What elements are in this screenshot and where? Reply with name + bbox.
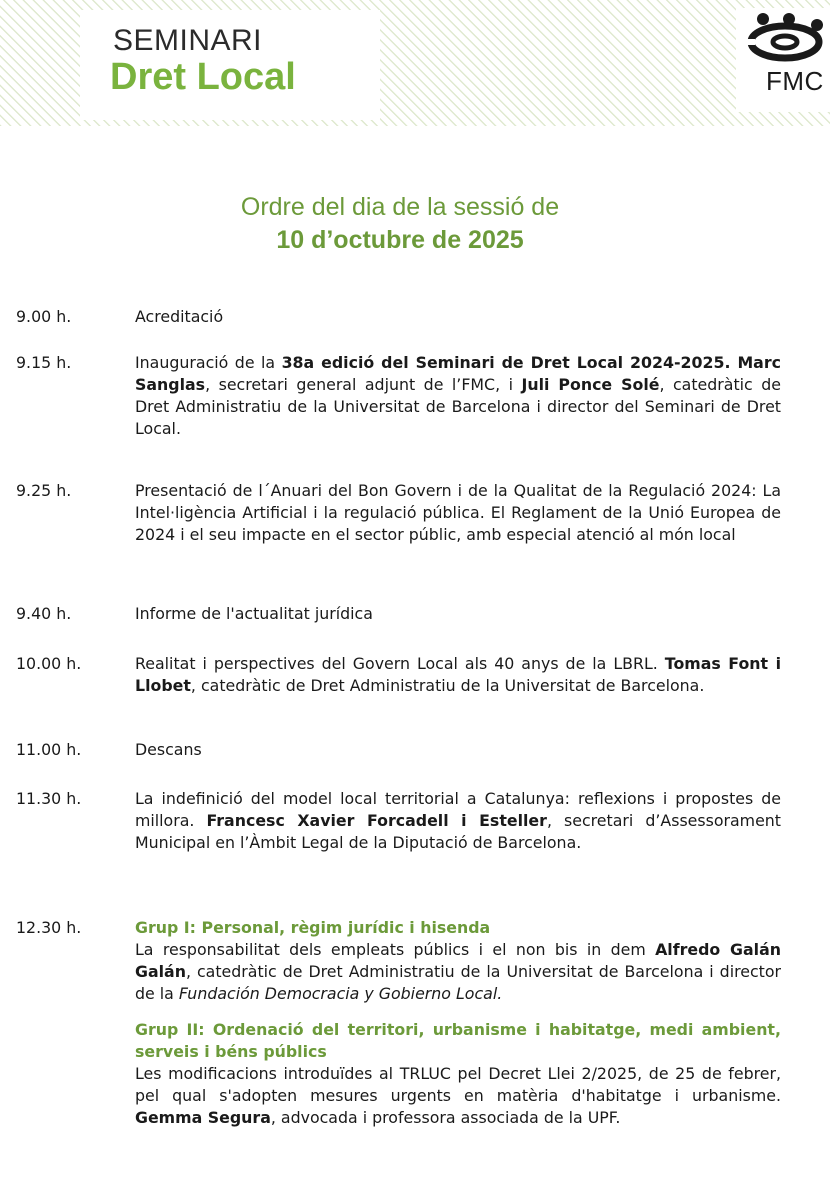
institution-name: Fundación Democracia y Gobierno Local. — [178, 984, 503, 1003]
agenda-description — [135, 653, 781, 697]
agenda-text: Les modificacions introduïdes al TRLUC pel Decret Llei 2/2025, de 25 de febrer, pel qual s'adopten mesures urgents en matèria d'habitatge i urbanisme. — [135, 1064, 781, 1105]
agenda-text: , advocada i professora associada de la UPF. — [270, 1108, 621, 1127]
agenda-text: Descans — [135, 740, 202, 759]
fmc-logo-text: FMC — [766, 66, 824, 96]
agenda-text: , catedràtic de Dret Administratiu de la Universitat de Barcelona i director del Seminari de Dret Local. — [135, 375, 781, 438]
agenda-text: , secretari general adjunt de l’FMC, i — [205, 375, 522, 394]
agenda-text: , catedràtic de Dret Administratiu de la Universitat de Barcelona i director de la — [135, 962, 781, 1003]
page-title-line1: Ordre del dia de la sessió de — [240, 193, 560, 221]
agenda-description — [135, 480, 781, 546]
agenda-time: 9.25 h. — [16, 481, 72, 500]
agenda-time: 10.00 h. — [16, 654, 82, 673]
agenda-text: Informe de l'actualitat jurídica — [135, 604, 373, 623]
agenda-description — [135, 306, 781, 328]
speaker-name: Francesc Xavier Forcadell i Esteller — [206, 811, 547, 830]
agenda-description — [135, 739, 781, 761]
page-title-date: 10 d’octubre de 2025 — [276, 226, 524, 254]
agenda-text: Inauguració de la — [135, 353, 282, 372]
group-title: Grup I: Personal, règim jurídic i hisenda — [135, 918, 491, 937]
agenda-description — [135, 352, 781, 440]
speaker-name: Juli Ponce Solé — [521, 375, 660, 394]
agenda-time: 9.15 h. — [16, 353, 72, 372]
speaker-name: Gemma Segura — [135, 1108, 271, 1127]
agenda-time: 9.40 h. — [16, 604, 72, 623]
agenda-time: 11.30 h. — [16, 789, 82, 808]
agenda-time: 9.00 h. — [16, 307, 72, 326]
agenda-text: La responsabilitat dels empleats públics i el non bis in dem — [135, 940, 656, 959]
speaker-name: Tomas Font i Llobet — [135, 654, 781, 695]
agenda-description — [135, 917, 781, 1129]
agenda-description — [135, 603, 781, 625]
agenda-text: La indefinició del model local territorial a Catalunya: reflexions i propostes de millora. — [135, 789, 781, 830]
brand-seminari: SEMINARI — [113, 24, 263, 57]
agenda-text: Acreditació — [135, 307, 224, 326]
agenda-description — [135, 788, 781, 854]
fmc-logo-icon — [745, 12, 827, 68]
agenda-text: , catedràtic de Dret Administratiu de la Universitat de Barcelona. — [190, 676, 705, 695]
agenda-time: 11.00 h. — [16, 740, 82, 759]
agenda-text: , secretari d’Assessorament Municipal en l’Àmbit Legal de la Diputació de Barcelona. — [135, 811, 781, 852]
speaker-name: Alfredo Galán Galán — [135, 940, 782, 981]
agenda-time: 12.30 h. — [16, 918, 82, 937]
brand-dret-local: Dret Local — [110, 56, 296, 98]
group-title: Grup II: Ordenació del territori, urbanisme i habitatge, medi ambient, serveis i béns públics — [135, 1020, 781, 1061]
agenda-text: Presentació de l´Anuari del Bon Govern i de la Qualitat de la Regulació 2024: La Intel·ligència Artificial i la regulació pública. El Reglament de la Unió Europea de 2024 i el seu impacte en el sector públic, amb especial atenció al món local — [135, 481, 781, 544]
agenda-bold-text: 38a edició del Seminari de Dret Local 2024-2025. Marc Sanglas — [135, 353, 781, 394]
agenda-text: Realitat i perspectives del Govern Local als 40 anys de la LBRL. — [135, 654, 665, 673]
